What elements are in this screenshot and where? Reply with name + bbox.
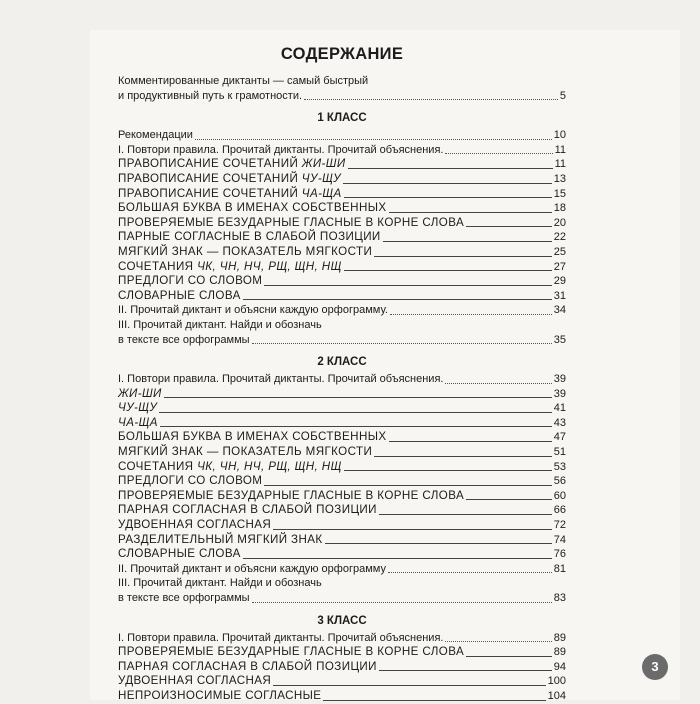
toc-entry (118, 591, 566, 606)
entry-lead: в тексте все орфограммы (118, 592, 250, 604)
entry-lead: ПАРНАЯ СОГЛАСНАЯ В СЛАБОЙ ПОЗИЦИИ (118, 503, 377, 517)
dot-leader (264, 485, 551, 486)
toc-entry (118, 372, 566, 387)
section-heading: 2 КЛАСС (317, 356, 367, 369)
entry-lead: I. Повтори правила. Прочитай диктанты. Прочитай объяснения. (118, 631, 444, 644)
entry-lead: УДВОЕННАЯ СОГЛАСНАЯ (118, 674, 272, 688)
entry-page: 89 (553, 631, 566, 644)
entry-text (118, 474, 262, 489)
entry-text (118, 518, 271, 533)
entry-text (118, 303, 388, 318)
intro-entry (118, 74, 566, 103)
dot-leader (389, 212, 552, 213)
entry-page: 34 (553, 304, 566, 317)
entry-text: и продуктивный путь к грамотности. (118, 89, 303, 102)
entry-page: 39 (553, 387, 566, 400)
entry-page: 47 (553, 431, 566, 444)
entry-text (118, 562, 386, 577)
entry-text (118, 201, 387, 216)
entry-lead: I. Повтори правила. Прочитай диктанты. Прочитай объяснения. (118, 143, 444, 156)
entry-lead: ПРОВЕРЯЕМЫЕ БЕЗУДАРНЫЕ ГЛАСНЫЕ В КОРНЕ СЛОВА (118, 215, 465, 229)
toc-entry (118, 503, 566, 518)
entry-text (118, 289, 241, 304)
dot-leader (304, 99, 558, 100)
entry-page: 51 (553, 446, 566, 459)
entry-page: 60 (553, 489, 566, 502)
dot-leader (344, 197, 552, 198)
entry-page: 13 (553, 172, 566, 185)
entry-page: 56 (553, 475, 566, 488)
entry-text-line: III. Прочитай диктант. Найди и обозначь (118, 577, 322, 590)
dot-leader (388, 572, 552, 573)
entry-page: 41 (553, 402, 566, 415)
dot-leader (383, 241, 552, 242)
dot-leader (390, 314, 552, 315)
dot-leader (164, 397, 552, 398)
entry-lead: СОЧЕТАНИЯ (118, 459, 198, 473)
entry-text (118, 274, 262, 289)
toc-entry (118, 216, 566, 231)
toc-entry (118, 260, 566, 275)
entry-page: 15 (553, 187, 566, 200)
dot-leader (243, 558, 552, 559)
entry-lead: ПАРНЫЕ СОГЛАСНЫЕ В СЛАБОЙ ПОЗИЦИИ (118, 230, 381, 244)
toc-entry (118, 201, 566, 216)
dot-leader (344, 470, 552, 471)
dot-leader (466, 499, 552, 500)
entry-page: 43 (553, 416, 566, 429)
entry-italic: ЧУ-ЩУ (301, 171, 341, 185)
toc-entry (118, 387, 566, 402)
entry-page: 66 (553, 504, 566, 517)
entry-text (118, 674, 271, 689)
entry-lead: II. Прочитай диктант и объясни каждую орфограмму. (118, 304, 388, 317)
toc-entry (118, 430, 566, 445)
dot-leader (264, 285, 551, 286)
entry-page: 20 (553, 216, 566, 229)
entry-text (118, 547, 241, 562)
page-number-badge: 3 (642, 654, 668, 680)
toc-entry (118, 645, 566, 660)
toc-entry (118, 143, 566, 158)
dot-leader (466, 226, 552, 227)
entry-lead: МЯГКИЙ ЗНАК — ПОКАЗАТЕЛЬ МЯГКОСТИ (118, 244, 373, 258)
toc-entry (118, 187, 566, 202)
entry-text-line: III. Прочитай диктант. Найди и обозначь (118, 318, 322, 331)
entry-page: 11 (554, 158, 566, 171)
entry-page: 94 (553, 660, 566, 673)
entry-lead: РАЗДЕЛИТЕЛЬНЫЙ МЯГКИЙ ЗНАК (118, 532, 323, 546)
dot-leader (445, 153, 552, 154)
toc-entry (118, 245, 566, 260)
entry-text (118, 230, 381, 245)
dot-leader (252, 602, 552, 603)
entry-text (118, 460, 342, 475)
dot-leader (379, 670, 552, 671)
entry-text (118, 631, 443, 646)
entry-page: 35 (553, 333, 566, 346)
dot-leader (252, 343, 552, 344)
entry-page: 25 (553, 245, 566, 258)
entry-page: 11 (554, 143, 566, 156)
entry-text (118, 645, 464, 660)
entry-text (118, 401, 157, 416)
entry-page: 83 (553, 592, 566, 604)
table-of-contents (118, 44, 566, 704)
entry-italic: ЧК, ЧН, НЧ, РЩ, ЩН, НЩ (197, 459, 342, 473)
entry-lead: СОЧЕТАНИЯ (118, 259, 198, 273)
entry-lead: ПРАВОПИСАНИЕ СОЧЕТАНИЙ (118, 171, 302, 185)
section-heading: 1 КЛАСС (317, 112, 367, 125)
dot-leader (374, 456, 552, 457)
dot-leader (445, 641, 551, 642)
entry-italic: ЧУ-ЩУ (118, 401, 158, 415)
entry-lead: СЛОВАРНЫЕ СЛОВА (118, 288, 241, 302)
entry-page: 22 (553, 231, 566, 244)
toc-entry (118, 533, 566, 548)
entry-page: 72 (553, 519, 566, 532)
entry-text (118, 143, 443, 158)
sections-container (118, 111, 566, 703)
entry-lead: ПРЕДЛОГИ СО СЛОВОМ (118, 474, 263, 488)
entry-text (118, 187, 342, 202)
dot-leader (160, 426, 552, 427)
entry-lead: Рекомендации (118, 129, 193, 142)
entry-text (118, 372, 443, 387)
entry-page: 31 (553, 289, 566, 302)
entry-text (118, 245, 372, 260)
toc-entry (118, 333, 566, 348)
toc-entry (118, 660, 566, 675)
entry-italic: ЖИ-ШИ (118, 386, 162, 400)
dot-leader (466, 656, 552, 657)
entry-text (118, 591, 250, 606)
entry-lead: в тексте все орфограммы (118, 333, 250, 346)
toc-entry (118, 474, 566, 489)
entry-page: 74 (553, 533, 566, 546)
entry-text (118, 157, 346, 172)
toc-entry (118, 674, 566, 689)
toc-entry (118, 128, 566, 143)
toc-entry (118, 303, 566, 318)
entry-page: 76 (553, 548, 566, 561)
dot-leader (445, 383, 551, 384)
dot-leader (379, 514, 552, 515)
toc-entry (118, 289, 566, 304)
entry-text (118, 416, 158, 431)
toc-entry (118, 631, 566, 646)
toc-entry (118, 547, 566, 562)
entry-text (118, 430, 387, 445)
toc-entry (118, 460, 566, 475)
entry-page: 5 (559, 89, 566, 102)
entry-page: 81 (553, 562, 566, 575)
entry-lead: УДВОЕННАЯ СОГЛАСНАЯ (118, 518, 272, 532)
entry-lead: БОЛЬШАЯ БУКВА В ИМЕНАХ СОБСТВЕННЫХ (118, 201, 387, 215)
dot-leader (195, 139, 552, 140)
entry-text (118, 333, 250, 348)
entry-text (118, 445, 372, 460)
entry-lead: МЯГКИЙ ЗНАК — ПОКАЗАТЕЛЬ МЯГКОСТИ (118, 445, 373, 459)
dot-leader (343, 183, 552, 184)
dot-leader (389, 441, 552, 442)
entry-italic: ЧА-ЩА (301, 186, 342, 200)
entry-italic: ЧК, ЧН, НЧ, РЩ, ЩН, НЩ (197, 259, 342, 273)
toc-entry (118, 489, 566, 504)
entry-text (118, 216, 464, 231)
entry-text (118, 533, 323, 548)
entry-text (118, 660, 377, 675)
entry-lead: II. Прочитай диктант и объясни каждую орфограмму (118, 562, 386, 575)
entry-text (118, 260, 342, 275)
toc-entry (118, 518, 566, 533)
entry-page: 100 (547, 675, 566, 688)
entry-page: 104 (547, 689, 566, 702)
toc-entry (118, 562, 566, 577)
entry-lead: ПАРНАЯ СОГЛАСНАЯ В СЛАБОЙ ПОЗИЦИИ (118, 659, 377, 673)
entry-lead: ПРАВОПИСАНИЕ СОЧЕТАНИЙ (118, 186, 302, 200)
entry-lead: БОЛЬШАЯ БУКВА В ИМЕНАХ СОБСТВЕННЫХ (118, 430, 387, 444)
entry-lead: СЛОВАРНЫЕ СЛОВА (118, 547, 241, 561)
entry-italic: ЧА-ЩА (118, 415, 158, 429)
dot-leader (159, 412, 552, 413)
toc-entry (118, 445, 566, 460)
entry-lead: ПРЕДЛОГИ СО СЛОВОМ (118, 274, 263, 288)
entry-lead: ПРАВОПИСАНИЕ СОЧЕТАНИЙ (118, 157, 302, 171)
intro-line-2 (118, 89, 566, 104)
dot-leader (273, 685, 545, 686)
entry-lead: I. Повтори правила. Прочитай диктанты. Прочитай объяснения. (118, 373, 444, 386)
dot-leader (374, 256, 552, 257)
dot-leader (273, 529, 552, 530)
toc-entry (118, 230, 566, 245)
entry-lead: ПРОВЕРЯЕМЫЕ БЕЗУДАРНЫЕ ГЛАСНЫЕ В КОРНЕ СЛОВА (118, 488, 465, 502)
entry-page: 53 (553, 460, 566, 473)
entry-lead: НЕПРОИЗНОСИМЫЕ СОГЛАСНЫЕ (118, 688, 322, 702)
toc-entry (118, 689, 566, 704)
toc-entry (118, 274, 566, 289)
dot-leader (348, 168, 553, 169)
entry-page: 89 (553, 646, 566, 659)
section-heading: 3 КЛАСС (317, 614, 367, 627)
entry-text (118, 172, 341, 187)
toc-entry (118, 416, 566, 431)
entry-text (118, 689, 321, 704)
entry-page: 18 (553, 202, 566, 215)
entry-lead: ПРОВЕРЯЕМЫЕ БЕЗУДАРНЫЕ ГЛАСНЫЕ В КОРНЕ СЛОВА (118, 645, 465, 659)
toc-entry (118, 401, 566, 416)
entry-page: 39 (553, 373, 566, 386)
entry-italic: ЖИ-ШИ (301, 157, 346, 171)
entry-text (118, 387, 162, 402)
page-title: СОДЕРЖАНИЕ (280, 45, 404, 63)
entry-text (118, 489, 464, 504)
toc-entry (118, 157, 566, 172)
dot-leader (344, 270, 552, 271)
dot-leader (325, 543, 552, 544)
entry-page: 29 (553, 275, 566, 288)
intro-line-1: Комментированные диктанты — самый быстрый (118, 75, 369, 87)
entry-page: 10 (553, 129, 566, 142)
entry-page: 27 (553, 260, 566, 273)
toc-entry (118, 172, 566, 187)
entry-text (118, 128, 193, 143)
dot-leader (243, 299, 552, 300)
entry-text (118, 503, 377, 518)
